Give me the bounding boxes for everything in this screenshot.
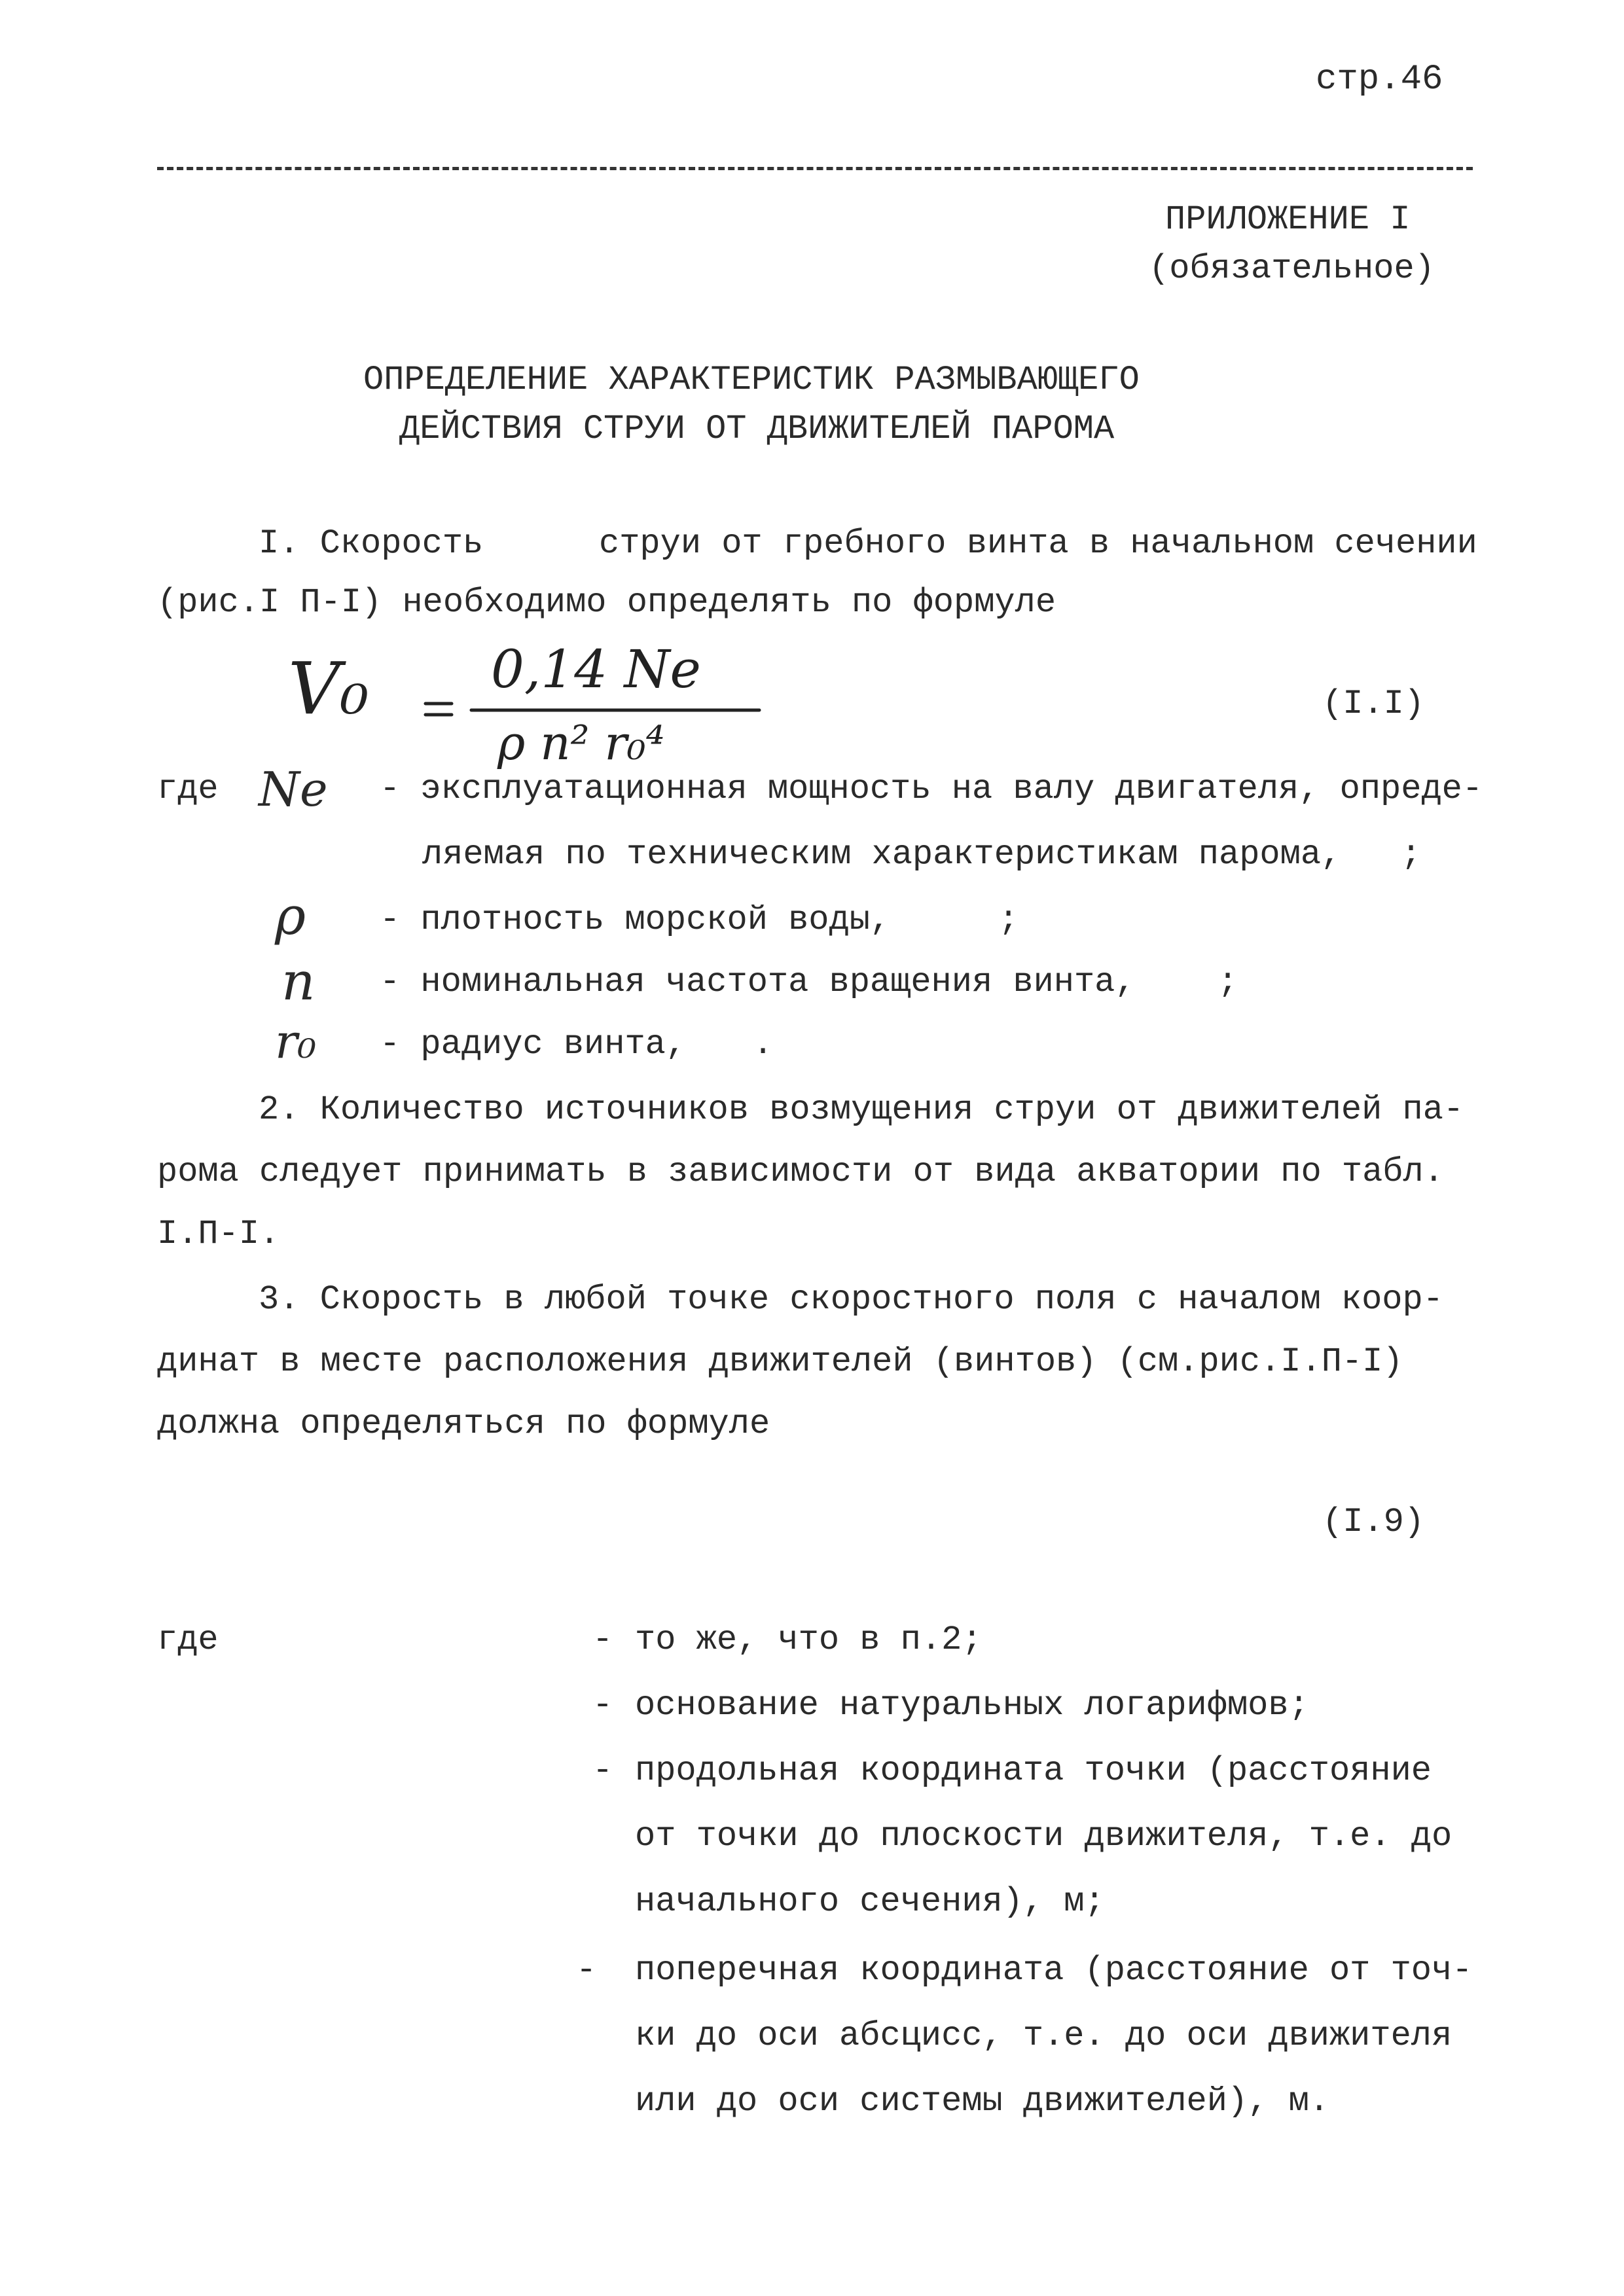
list-item-dash: - — [592, 1686, 613, 1725]
heading-line-2: ДЕЙСТВИЯ СТРУИ ОТ ДВИЖИТЕЛЕЙ ПАРОМА — [399, 410, 1115, 448]
section1-line1-left: I. Скорость — [259, 524, 484, 563]
list-item-continuation: начального сечения), м; — [635, 1882, 1105, 1921]
definition-ne-end: ; — [1401, 835, 1422, 874]
symbol-ne: Ne — [259, 762, 328, 817]
list-item-continuation: или до оси системы движителей), м. — [635, 2082, 1329, 2121]
list-item: то же, что в п.2; — [635, 1621, 983, 1659]
list-item-continuation: ки до оси абсцисс, т.е. до оси движителя — [635, 2017, 1453, 2055]
definition-rho: - плотность морской воды, — [380, 901, 891, 939]
definition-r0-end: . — [753, 1025, 774, 1064]
section2-line3: I.П-I. — [157, 1215, 280, 1253]
definition-ne-line1: - эксплуатационная мощность на валу двигателя, опреде- — [380, 770, 1483, 808]
heading-line-1: ОПРЕДЕЛЕНИЕ ХАРАКТЕРИСТИК РАЗМЫВАЮЩЕГО — [363, 361, 1140, 399]
definition-rho-end: ; — [998, 901, 1019, 939]
equation-label-1-9: (I.9) — [1322, 1503, 1425, 1541]
symbol-rho: ρ — [275, 886, 306, 946]
section3-line2: динат в месте расположения движителей (винтов) (см.рис.I.П-I) — [157, 1342, 1403, 1381]
where-label-1: где — [157, 770, 219, 808]
appendix-title: ПРИЛОЖЕНИЕ I — [1165, 200, 1411, 239]
where-label-2: где — [157, 1621, 219, 1659]
definition-n-end: ; — [1218, 963, 1238, 1001]
list-item: продольная координата точки (расстояние — [635, 1751, 1432, 1790]
formula-v0 — [288, 641, 785, 779]
section1-line2: (рис.I П-I) необходимо определять по формуле — [157, 583, 1056, 622]
appendix-note: (обязательное) — [1149, 249, 1435, 288]
definition-n: - номинальная частота вращения винта, — [380, 963, 1136, 1001]
section2-line2: рома следует принимать в зависимости от вида акватории по табл. — [157, 1153, 1444, 1191]
formula-denominator: ρ n² r₀⁴ — [497, 715, 665, 770]
section2-line1: 2. Количество источников возмущения струи от движителей па- — [259, 1090, 1464, 1129]
section3-line1: 3. Скорость в любой точке скоростного поля с началом коор- — [259, 1280, 1443, 1319]
symbol-n: n — [281, 951, 316, 1012]
formula-numerator: 0,14 Ne — [491, 639, 701, 700]
formula-lhs: V₀ — [288, 647, 369, 730]
list-item-continuation: от точки до плоскости движителя, т.е. до — [635, 1817, 1453, 1856]
list-item-dash: - — [576, 1951, 597, 1990]
definition-r0: - радиус винта, — [380, 1025, 687, 1064]
symbol-r0: r₀ — [275, 1014, 317, 1069]
header-divider — [157, 167, 1473, 170]
list-item: поперечная координата (расстояние от точ- — [635, 1951, 1473, 1990]
list-item-dash: - — [592, 1621, 613, 1659]
page-number: стр.46 — [1316, 60, 1443, 99]
equation-label-1-1: (I.I) — [1322, 685, 1425, 723]
section1-line1-right: струи от гребного винта в начальном сечении — [599, 524, 1477, 563]
section3-line3: должна определяться по формуле — [157, 1405, 770, 1443]
definition-ne-line2: ляемая по техническим характеристикам парома, — [422, 835, 1342, 874]
list-item: основание натуральных логарифмов; — [635, 1686, 1309, 1725]
list-item-dash: - — [592, 1751, 613, 1790]
